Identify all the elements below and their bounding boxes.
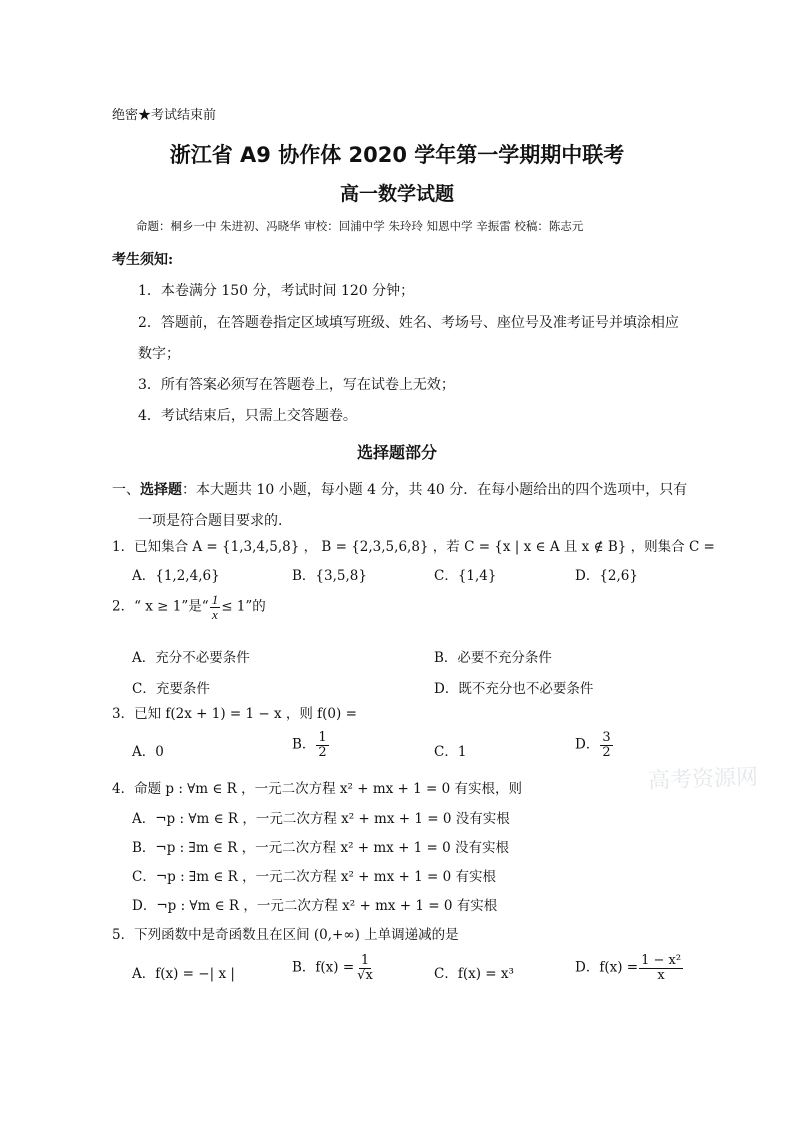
exam-subtitle: 高一数学试题 (339, 183, 454, 205)
q1-option-d: D．{2,6} (575, 568, 638, 584)
credits-line: 命题：桐乡一中 朱进初、冯晓华 审校：回浦中学 朱玲玲 知恩中学 辛振雷 校稿：陈志元 (136, 219, 584, 233)
q4-option-a: A．¬p : ∀m ∈ R ，一元二次方程 x² + mx + 1 = 0 没有实根 (132, 811, 510, 827)
q3-option-b (292, 731, 330, 759)
watermark: 高考资源网 (647, 765, 759, 794)
notice-item: 4．考试结束后，只需上交答题卷。 (138, 408, 357, 424)
q1-option-a: A．{1,2,4,6} (132, 568, 220, 584)
q2-option-c: C．充要条件 (132, 681, 210, 697)
intro-rest: ：本大题共 10 小题，每小题 4 分，共 40 分．在每小题给出的四个选项中，只有 (182, 482, 688, 498)
question-2-stem (112, 593, 266, 621)
q3-option-c: C．1 (434, 744, 467, 760)
q2-stem-a: 2．“ x ≥ 1”是“ (112, 598, 209, 615)
question-3-stem: 3．已知 f(2x + 1) = 1 − x ，则 f(0) = (112, 706, 357, 722)
question-4-stem: 4．命题 p : ∀m ∈ R ，一元二次方程 x² + mx + 1 = 0 有实根，则 (112, 781, 523, 797)
fraction-denominator: 2 (602, 744, 611, 760)
question-1-stem: 1．已知集合 A = {1,3,4,5,8} ， B = {2,3,5,6,8} ，若 C = {x | x ∈ A 且 x ∉ B} ，则集合 C = (112, 539, 715, 555)
q5-option-d-label: D．f(x) = (575, 959, 639, 976)
q3-option-a: A．0 (132, 744, 164, 760)
notice-item: 3．所有答案必须写在答题卷上，写在试卷上无效； (138, 377, 455, 393)
q2-option-b: B．必要不充分条件 (434, 650, 552, 666)
fraction-numerator: 3 (602, 730, 611, 745)
section-intro-line2: 一项是符合题目要求的. (138, 513, 283, 529)
section-title: 选择题部分 (356, 443, 437, 462)
q5-option-d (575, 954, 684, 982)
q5-option-b-fraction (355, 954, 375, 982)
q5-option-c: C．f(x) = x³ (434, 966, 514, 982)
q2-option-d: D．既不充分也不必要条件 (434, 681, 594, 697)
q3-option-d-fraction (600, 731, 612, 759)
notice-item: 2．答题前，在答题卷指定区域填写班级、姓名、考场号、座位号及准考证号并填涂相应 (138, 315, 679, 331)
notice-item: 1．本卷满分 150 分，考试时间 120 分钟； (138, 283, 415, 299)
q3-option-b-label: B． (292, 736, 316, 753)
fraction-denominator: √x (357, 967, 373, 983)
q4-option-c: C．¬p : ∃m ∈ R ，一元二次方程 x² + mx + 1 = 0 有实根 (132, 869, 496, 885)
q1-option-b: B．{3,5,8} (292, 568, 367, 584)
q5-option-b-label: B．f(x) = (292, 959, 355, 976)
fraction-numerator: 1 (318, 730, 327, 745)
q5-option-d-fraction (639, 954, 683, 982)
q2-stem-b: ≤ 1”的 (221, 598, 266, 615)
q4-option-b: B．¬p : ∃m ∈ R ，一元二次方程 x² + mx + 1 = 0 没有实根 (132, 840, 510, 856)
fraction-denominator: x (657, 967, 665, 983)
question-5-stem: 5．下列函数中是奇函数且在区间 (0,+∞) 上单调递减的是 (112, 927, 459, 943)
notice-heading: 考生须知: (112, 252, 174, 268)
q5-option-b (292, 954, 376, 982)
q3-option-d-label: D． (575, 736, 600, 753)
fraction-numerator: 1 (211, 592, 219, 607)
q5-option-a: A．f(x) = −| x | (132, 966, 235, 982)
intro-prefix: 一、 (112, 482, 140, 498)
exam-title: 浙江省 A9 协作体 2020 学年第一学期期中联考 (169, 143, 625, 167)
security-label: 绝密★考试结束前 (112, 108, 217, 123)
q1-option-c: C．{1,4} (434, 568, 497, 584)
fraction-denominator: x (212, 606, 218, 622)
notice-item: 数字； (138, 346, 180, 362)
q4-option-d: D．¬p : ∀m ∈ R ，一元二次方程 x² + mx + 1 = 0 有实根 (132, 898, 498, 914)
q2-fraction (210, 593, 221, 621)
section-intro (112, 479, 687, 499)
fraction-numerator: 1 − x² (641, 953, 682, 968)
q3-option-b-fraction (316, 731, 328, 759)
q3-option-d (575, 731, 614, 759)
intro-bold: 选择题 (140, 482, 182, 498)
q2-option-a: A．充分不必要条件 (132, 650, 250, 666)
fraction-numerator: 1 (360, 953, 370, 968)
fraction-denominator: 2 (318, 744, 327, 760)
